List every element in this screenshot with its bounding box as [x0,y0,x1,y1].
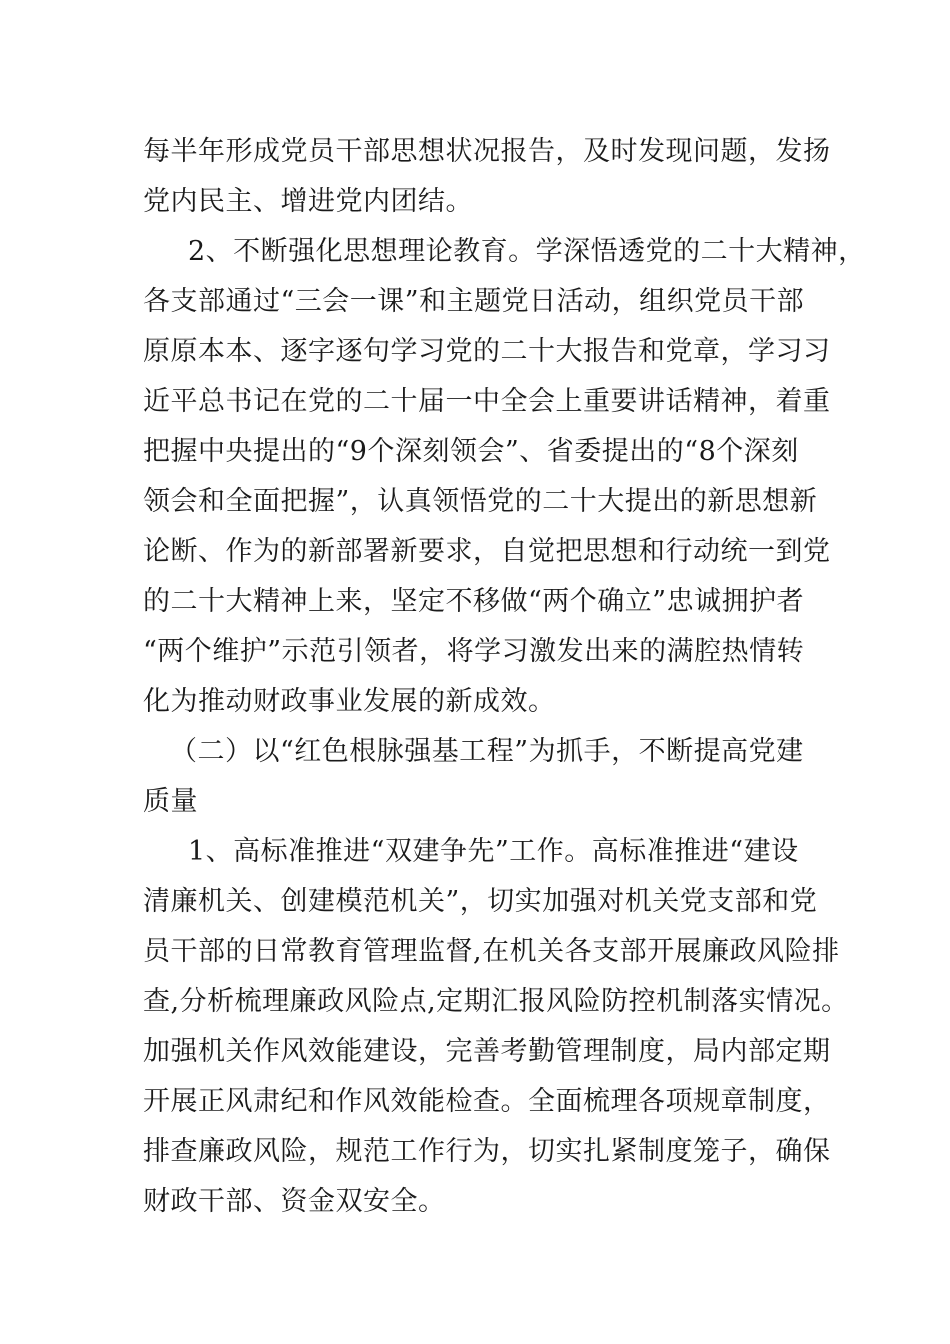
text-line: 党内民主、增进党内团结。 [143,186,473,217]
text-line: 原原本本、逐字逐句学习党的二十大报告和党章，学习习 [143,336,831,367]
text-line: 员干部的日常教育管理监督,在机关各支部开展廉政风险排 [143,936,840,967]
text-line: 清廉机关、创建模范机关”，切实加强对机关党支部和党 [143,886,818,917]
text-line: 领会和全面把握”，认真领悟党的二十大提出的新思想新 [143,486,818,517]
text-line: 的二十大精神上来，坚定不移做“两个确立”忠诚拥护者 [143,586,805,617]
section-heading-line: （二）以“红色根脉强基工程”为抓手，不断提高党建 [170,736,804,767]
paragraph-start-line: 2、不断强化思想理论教育。学深悟透党的二十大精神， [188,236,866,267]
text-line: 财政干部、资金双安全。 [143,1186,446,1217]
section-heading-line: 质量 [143,786,198,817]
text-line: 加强机关作风效能建设，完善考勤管理制度，局内部定期 [143,1036,831,1067]
paragraph-start-line: 1、高标准推进“双建争先”工作。高标准推进“建设 [188,836,799,867]
text-line: 把握中央提出的“9个深刻领会”、省委提出的“8个深刻 [143,436,799,467]
text-line: “两个维护”示范引领者，将学习激发出来的满腔热情转 [143,636,805,667]
text-line: 论断、作为的新部署新要求，自觉把思想和行动统一到党 [143,536,831,567]
text-line: 查,分析梳理廉政风险点,定期汇报风险防控机制落实情况。 [143,986,849,1017]
text-line: 近平总书记在党的二十届一中全会上重要讲话精神，着重 [143,386,831,417]
text-line: 化为推动财政事业发展的新成效。 [143,686,556,717]
text-line: 排查廉政风险，规范工作行为，切实扎紧制度笼子，确保 [143,1136,831,1167]
text-line: 各支部通过“三会一课”和主题党日活动，组织党员干部 [143,286,805,317]
text-line: 开展正风肃纪和作风效能检查。全面梳理各项规章制度， [143,1086,831,1117]
text-line: 每半年形成党员干部思想状况报告，及时发现问题，发扬 [143,136,831,167]
